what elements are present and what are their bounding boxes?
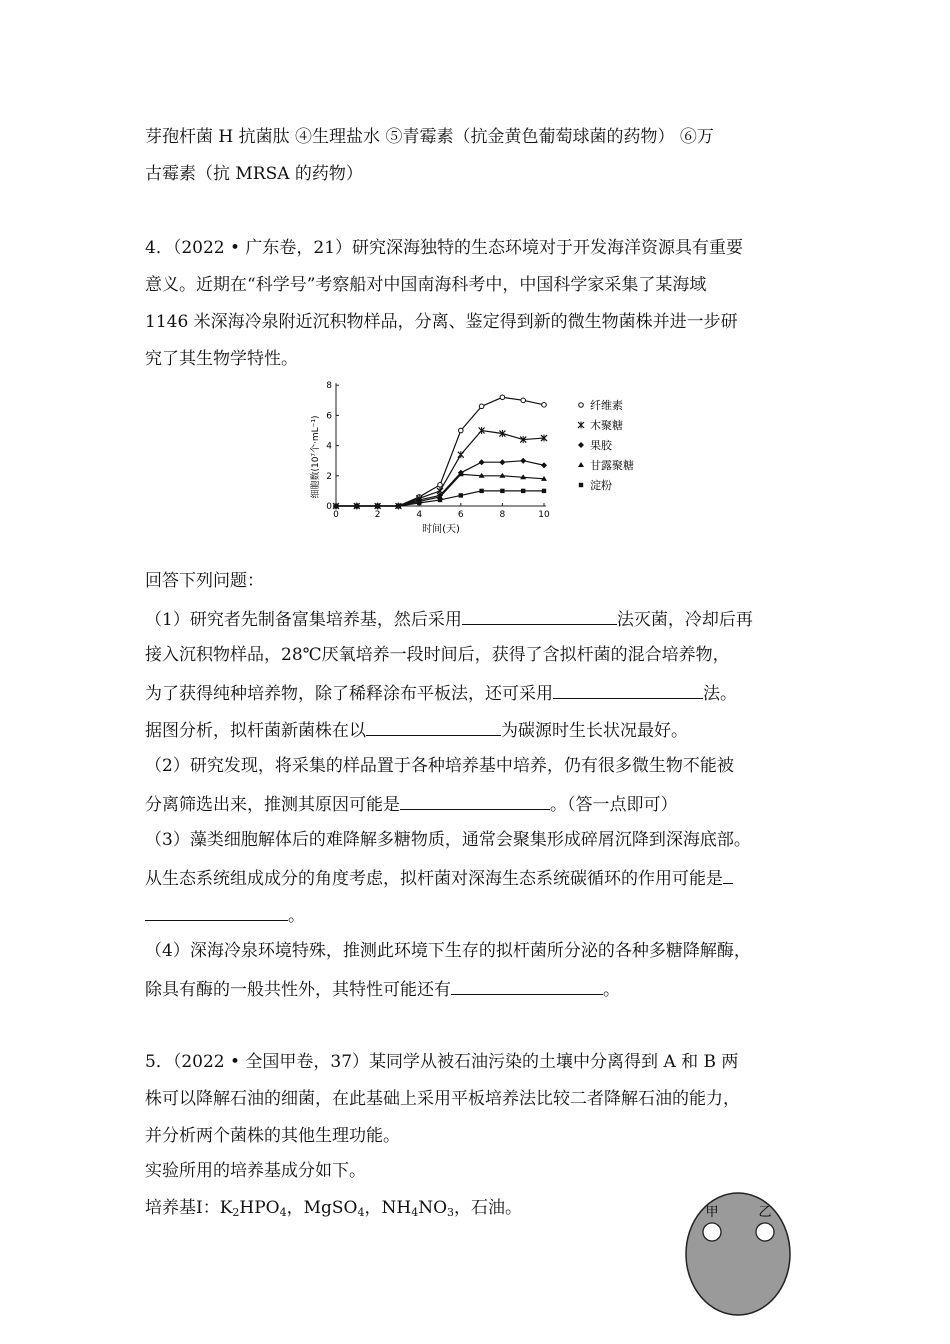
formula-subscript: 4 [279,1206,287,1219]
y-tick-label: 8 [326,381,332,392]
chart-series [333,395,547,510]
formula-part: K [219,1198,233,1218]
data-point [458,451,464,458]
x-tick-label: 4 [416,510,423,520]
answer-blank-2[interactable] [553,680,703,699]
data-point [417,501,421,505]
formula-part: NO [418,1198,448,1218]
legend-label: 木聚糖 [590,419,623,432]
q4-part1-text-f: 为碳源时生长状况最好。 [501,721,688,741]
q5-stem-line-1: 5．（2022 • 全国甲卷，37）某同学从被石油污染的土壤中分离得到 A 和 B 两 [145,1052,739,1072]
data-point [578,422,584,429]
petri-dish [686,1193,790,1315]
q4-part1-line-3 [145,680,737,706]
q4-part2-line-1: （2）研究发现，将采集的样品置于各种培养基中培养，仍有很多微生物不能被 [145,756,734,776]
y-tick-label: 2 [326,471,332,482]
data-point [542,403,547,408]
q4-part2-text-b: 。（答一点即可） [550,795,678,815]
data-point [479,489,483,493]
data-point [355,504,359,508]
answer-blank-5a[interactable] [723,865,733,884]
answer-blank-6[interactable] [451,976,603,995]
q4-part1-text-c: 为了获得纯种培养物，除了稀释涂布平板法，还可采用 [145,684,553,704]
answer-blank-5b[interactable] [145,902,288,921]
q4-part4-line-2 [145,976,620,1002]
data-point [578,462,584,467]
q4-part3-line-2 [145,865,733,891]
x-tick-label: 6 [457,510,464,520]
legend-label: 果胶 [590,439,612,452]
q5-stem-line-2: 株可以降解石油的细菌，在此基础上采用平板培养法比较二者降解石油的能力， [145,1089,740,1109]
q4-part2-text-a: 分离筛选出来，推测其原因可能是 [145,795,400,815]
q4-part3-line-1: （3）藻类细胞解体后的难降解多糖物质，通常会聚集形成碎屑沉降到深海底部。 [145,830,751,850]
formula-subscript: 4 [357,1206,365,1219]
q4-part4-text-b: 。 [603,980,620,1000]
q4-part3-text-a: 从生态系统组成成分的角度考虑，拟杆菌对深海生态系统碳循环的作用可能是 [145,869,723,889]
q4-part4-text-a: 除具有酶的一般共性外，其特性可能还有 [145,980,451,1000]
data-point [499,459,505,465]
chart-axes [336,383,546,506]
medium-label: 培养基Ⅰ： [145,1198,220,1218]
legend-label: 纤维素 [590,399,623,412]
chart-legend [578,398,634,492]
formula-part: ，NH [364,1198,412,1218]
x-tick-label: 2 [374,510,381,520]
data-point [459,493,463,497]
y-tick-label: 4 [326,441,332,452]
legend-label: 甘露聚糖 [590,459,634,472]
data-point [521,398,526,403]
data-point [500,395,505,400]
chart-xlabel: 时间(天) [422,524,460,535]
data-point [579,483,583,487]
answer-blank-4[interactable] [400,791,550,810]
data-point [541,462,547,468]
q4-part1-text-d: 法。 [703,684,737,704]
q4-stem-line-2: 意义。近期在“科学号”考察船对中国南海科考中，中国科学家采集了某海域 [145,275,707,295]
formula-part: HPO [239,1198,280,1218]
chart-ylabel: 细胞数(10⁷个·mL⁻¹) [311,415,321,499]
x-tick-label: 0 [333,510,339,520]
formula-part: ，石油。 [454,1198,523,1218]
q4-part1-text-b: 法灭菌，冷却后再 [616,610,753,630]
well-right [756,1223,774,1241]
y-tick-label: 6 [326,411,332,422]
q4-part1-line-4 [145,717,688,743]
well-right-label: 乙 [758,1205,772,1220]
q4-stem-line-1: 4．（2022 • 广东卷，21）研究深海独特的生态环境对于开发海洋资源具有重要 [145,238,744,258]
q5-stem-line-4: 实验所用的培养基成分如下。 [145,1161,366,1181]
q4-part3-line-3 [145,902,305,928]
text-line-continued-options-2: 古霉素（抗 MRSA 的药物） [145,164,363,184]
x-tick-label: 8 [499,510,506,520]
y-tick-label: 0 [326,502,332,512]
q4-part4-line-1: （4）深海冷泉环境特殊，推测此环境下生存的拟杆菌所分泌的各种多糖降解酶， [145,941,751,961]
formula-subscript: 4 [411,1206,419,1219]
data-point [500,489,504,493]
data-point [579,403,584,408]
data-point [520,458,526,464]
text-line-continued-options: 芽孢杆菌 H 抗菌肽 ④生理盐水 ⑤青霉素（抗金黄色葡萄球菌的药物） ⑥万 [145,127,714,147]
data-point [521,489,525,493]
answer-intro: 回答下列问题： [145,571,264,591]
q4-stem-line-3: 1146 米深海冷泉附近沉积物样品，分离、鉴定得到新的微生物菌株并进一步研 [145,312,738,332]
q4-part1-text-a: （1）研究者先制备富集培养基，然后采用 [145,610,462,630]
data-point [438,483,443,488]
data-point [542,489,546,493]
growth-curve-chart [296,375,656,540]
legend-label: 淀粉 [590,479,612,492]
answer-blank-1[interactable] [462,606,617,625]
formula-subscript: 2 [232,1206,240,1219]
data-point [375,504,379,508]
q4-stem-line-4: 究了其生物学特性。 [145,349,298,369]
well-left [703,1223,721,1241]
answer-blank-3[interactable] [366,717,501,736]
q4-part2-line-2 [145,791,678,817]
data-point [479,404,484,409]
q4-part1-text-e: 据图分析，拟杆菌新菌株在以 [145,721,366,741]
q5-medium-1-line [145,1196,522,1220]
data-point [396,504,400,508]
data-point [459,428,464,433]
data-point [479,459,485,465]
data-point [334,504,338,508]
data-point [578,442,584,448]
well-left-label: 甲 [705,1205,719,1220]
q4-part3-text-b: 。 [288,906,305,926]
q4-part1-line-1 [145,606,753,632]
data-point [438,498,442,502]
formula-subscript: 3 [447,1206,455,1219]
formula-part: ，MgSO [286,1198,358,1218]
q4-part1-line-2: 接入沉积物样品，28℃厌氧培养一段时间后，获得了含拟杆菌的混合培养物， [145,645,730,665]
x-tick-label: 10 [538,510,550,520]
petri-dish-diagram [683,1192,795,1320]
q5-stem-line-3: 并分析两个菌株的其他生理功能。 [145,1126,400,1146]
